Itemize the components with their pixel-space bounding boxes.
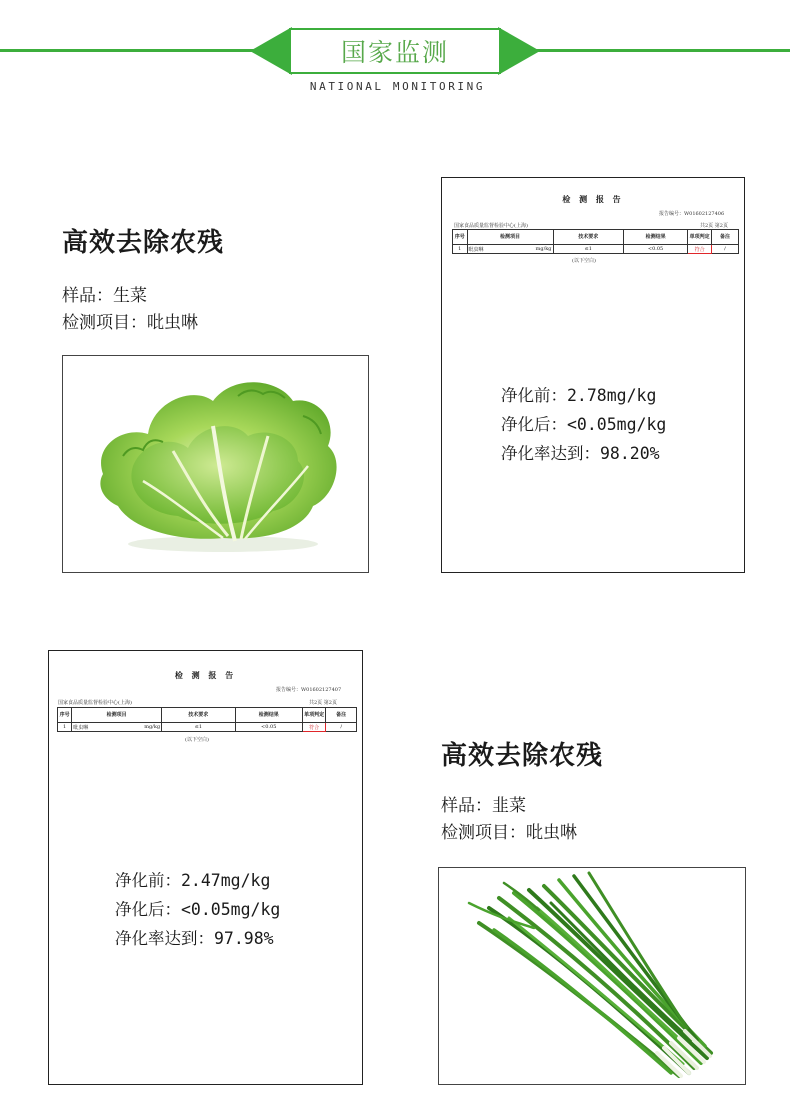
verdict-pass: 符合: [302, 723, 325, 732]
test-report-2: [48, 650, 363, 1085]
lettuce-photo: [62, 355, 369, 573]
header-subtitle: NATIONAL MONITORING: [309, 80, 486, 93]
header-line-left: [0, 49, 262, 52]
col-index: 序号: [453, 230, 468, 245]
report-2-end-note: (以下空白): [185, 737, 209, 743]
report-2-org: 国家食品质量监督检验中心(上海): [58, 700, 132, 706]
header-line-right: [528, 49, 790, 52]
report-1-org: 国家食品质量监督检验中心(上海): [454, 223, 528, 229]
report-1-number: 报告编号：W01602127406: [659, 211, 725, 217]
chives-photo: [438, 867, 746, 1085]
section-2-sample: 样品：韭菜: [441, 796, 526, 816]
section-1-meta: [62, 283, 198, 337]
header-title-box: [289, 28, 501, 74]
table-row: 1 吡虫啉 mg/kg ≤1 <0.05 符合 /: [453, 245, 739, 254]
col-result: 检测结果: [235, 708, 302, 723]
section-2-meta: [441, 793, 577, 847]
report-1-before: 净化前：2.78mg/kg: [501, 386, 657, 405]
report-2-before: 净化前：2.47mg/kg: [115, 871, 271, 890]
col-result: 检测结果: [623, 230, 687, 245]
report-1-rate: 净化率达到：98.20%: [501, 444, 660, 463]
section-2-title: 高效去除农残: [441, 741, 604, 771]
col-item: 检测项目: [72, 708, 162, 723]
section-1-test-item: 检测项目：吡虫啉: [62, 313, 198, 333]
test-report-1: [441, 177, 745, 573]
verdict-pass: 符合: [688, 245, 712, 254]
col-requirement: 技术要求: [553, 230, 623, 245]
report-1-page: 共2页 第2页: [700, 223, 728, 229]
col-item: 检测项目: [467, 230, 553, 245]
col-verdict: 单项判定: [688, 230, 712, 245]
lettuce-icon: [63, 356, 368, 572]
header-title: 国家监测: [340, 38, 449, 67]
report-1-results: [501, 381, 666, 468]
report-1-table: [452, 229, 739, 254]
report-1-end-note: (以下空白): [572, 258, 596, 264]
chives-icon: [439, 868, 745, 1084]
header-arrow-right: [498, 27, 540, 75]
section-1-sample: 样品：生菜: [62, 286, 147, 306]
col-remark: 备注: [326, 708, 357, 723]
section-2-test-item: 检测项目：吡虫啉: [441, 823, 577, 843]
report-2-results: [115, 866, 280, 953]
report-1-heading: 检 测 报 告: [562, 194, 624, 204]
report-2-number: 报告编号：W01602127407: [276, 687, 342, 693]
header-arrow-left: [250, 27, 292, 75]
report-2-page: 共2页 第2页: [309, 700, 337, 706]
report-1-after: 净化后：<0.05mg/kg: [501, 415, 667, 434]
report-2-table: [57, 707, 357, 732]
report-2-after: 净化后：<0.05mg/kg: [115, 900, 281, 919]
col-requirement: 技术要求: [162, 708, 235, 723]
report-2-rate: 净化率达到：97.98%: [115, 929, 274, 948]
col-index: 序号: [58, 708, 72, 723]
section-1-title: 高效去除农残: [62, 228, 225, 258]
table-row: 1 吡虫啉 mg/kg ≤1 <0.05 符合 /: [58, 723, 357, 732]
report-2-heading: 检 测 报 告: [174, 670, 237, 680]
col-remark: 备注: [712, 230, 739, 245]
col-verdict: 单项判定: [302, 708, 325, 723]
